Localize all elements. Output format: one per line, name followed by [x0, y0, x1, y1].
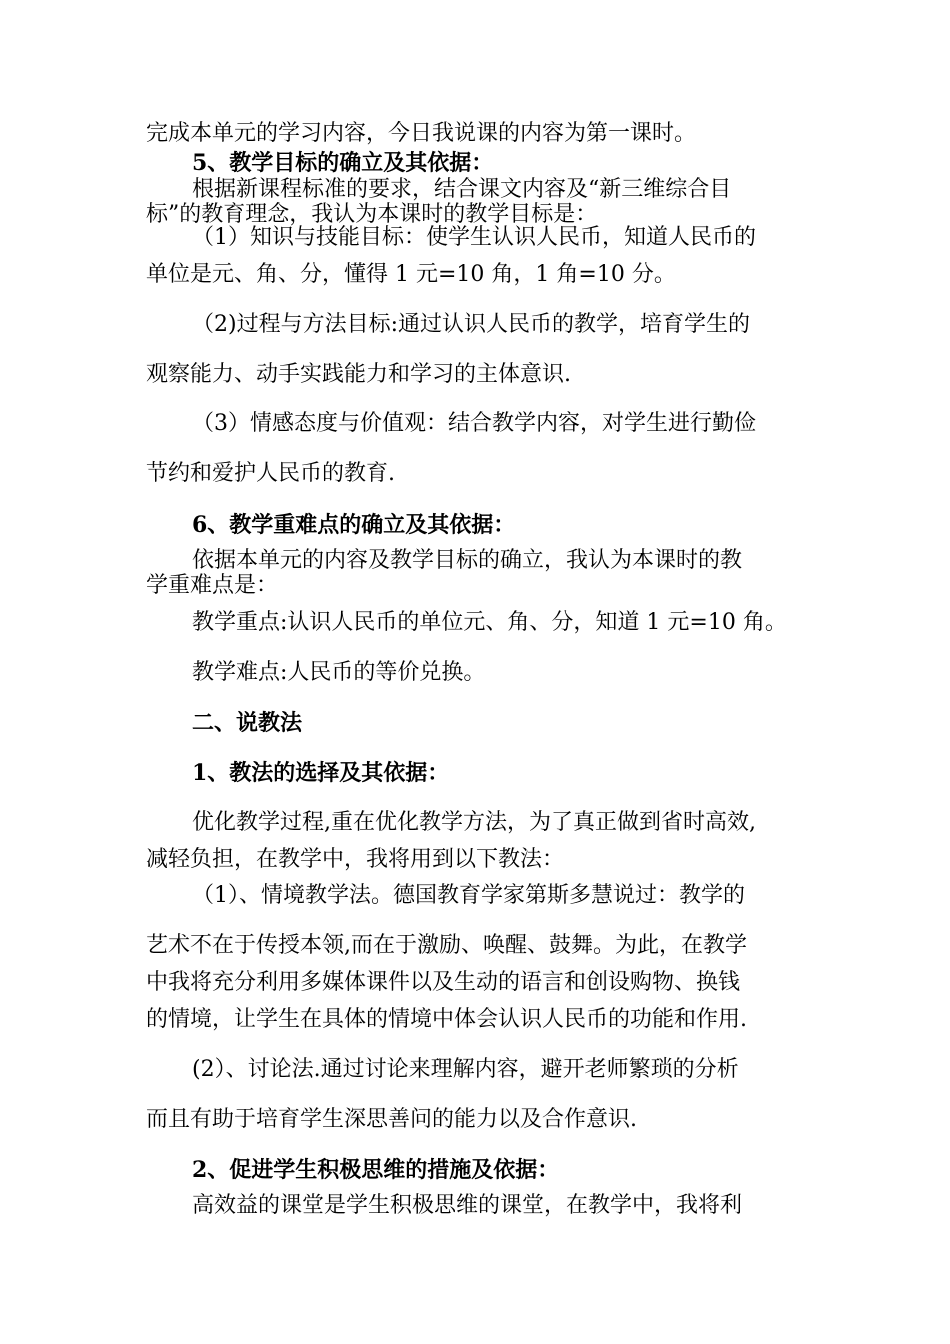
text-line: (2）、讨论法.通过讨论来理解内容，避开老师繁琐的分析	[192, 1057, 739, 1082]
text-line: 优化教学过程,重在优化教学方法，为了真正做到省时高效,	[192, 810, 756, 835]
text-line: 艺术不在于传授本领,而在于激励、唤醒、鼓舞。为此，在教学	[146, 933, 747, 958]
text-line: 中我将充分利用多媒体课件以及生动的语言和创设购物、换钱	[146, 970, 741, 995]
section-heading: 1、教法的选择及其依据：	[192, 760, 450, 786]
text-line: 的情境，让学生在具体的情境中体会认识人民币的功能和作用.	[146, 1007, 747, 1032]
text-line: （2)过程与方法目标:通过认识人民币的教学，培育学生的	[192, 312, 750, 337]
section-heading: 5、教学目标的确立及其依据：	[192, 150, 494, 176]
text-line: 教学难点:人民币的等价兑换。	[192, 660, 486, 685]
text-line: （3）情感态度与价值观：结合教学内容，对学生进行勤俭	[192, 411, 756, 436]
section-heading: 2、促进学生积极思维的措施及依据：	[192, 1157, 560, 1183]
text-line: 观察能力、动手实践能力和学习的主体意识.	[146, 362, 571, 387]
text-line: 根据新课程标准的要求，结合课文内容及“新三维综合目	[192, 177, 732, 202]
text-line: 学重难点是：	[146, 573, 279, 598]
text-line: 单位是元、角、分，懂得 1 元=10 角，1 角=10 分。	[146, 262, 676, 287]
text-line: 教学重点:认识人民币的单位元、角、分，知道 1 元=10 角。	[192, 610, 787, 635]
text-line: 高效益的课堂是学生积极思维的课堂，在教学中，我将利	[192, 1193, 743, 1218]
text-line: 完成本单元的学习内容，今日我说课的内容为第一课时。	[146, 121, 697, 146]
text-line: （1）、情境教学法。德国教育学家第斯多慧说过：教学的	[192, 883, 745, 908]
section-heading: 6、教学重难点的确立及其依据：	[192, 512, 516, 538]
text-line: 节约和爱护人民币的教育.	[146, 461, 395, 486]
text-line: 依据本单元的内容及教学目标的确立，我认为本课时的教	[192, 548, 743, 573]
text-line: 而且有助于培育学生深思善问的能力以及合作意识.	[146, 1107, 637, 1132]
text-line: 减轻负担，在教学中，我将用到以下教法：	[146, 847, 565, 872]
text-line: 标”的教育理念，我认为本课时的教学目标是：	[146, 202, 598, 227]
text-line: （1）知识与技能目标：使学生认识人民币，知道人民币的	[192, 225, 756, 250]
section-heading: 二、说教法	[192, 710, 303, 736]
